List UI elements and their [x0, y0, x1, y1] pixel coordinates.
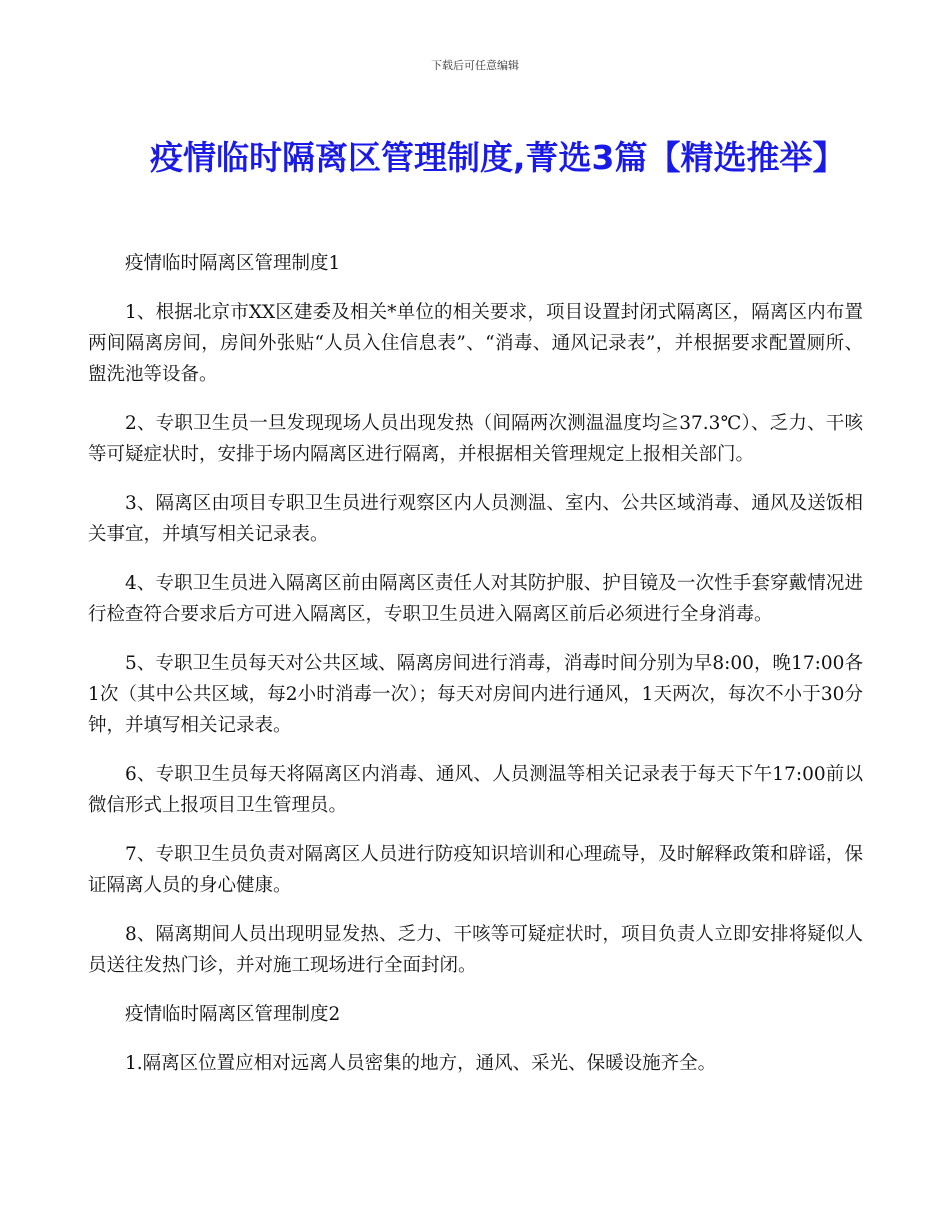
paragraph-item-4: 4、专职卫生员进入隔离区前由隔离区责任人对其防护服、护目镜及一次性手套穿戴情况进行检查符合要求后方可进入隔离区，专职卫生员进入隔离区前后必须进行全身消毒。: [88, 573, 863, 625]
paragraph-item-3: 3、隔离区由项目专职卫生员进行观察区内人员测温、室内、公共区域消毒、通风及送饭相关事宜，并填写相关记录表。: [88, 493, 863, 545]
header-note: 下载后可任意编辑: [431, 59, 519, 72]
paragraph-item-9: 1.隔离区位置应相对远离人员密集的地方，通风、采光、保暖设施齐全。: [125, 1053, 717, 1074]
paragraph-item-5: 5、专职卫生员每天对公共区域、隔离房间进行消毒，消毒时间分别为早8:00，晚17:00各1次（其中公共区域，每2小时消毒一次）；每天对房间内进行通风，1天两次，每次不小于30分钟，并填写相关记录表。: [88, 653, 863, 736]
section-heading-2: 疫情临时隔离区管理制度2: [125, 1004, 341, 1025]
document-title: 疫情临时隔离区管理制度,菁选3篇【精选推举】: [150, 138, 846, 177]
paragraph-item-7: 7、专职卫生员负责对隔离区人员进行防疫知识培训和心理疏导，及时解释政策和辟谣，保证隔离人员的身心健康。: [88, 844, 863, 896]
document-body: [88, 248, 863, 1097]
paragraph-item-8: 8、隔离期间人员出现明显发热、乏力、干咳等可疑症状时，项目负责人立即安排将疑似人员送往发热门诊，并对施工现场进行全面封闭。: [88, 924, 863, 976]
paragraph-item-6: 6、专职卫生员每天将隔离区内消毒、通风、人员测温等相关记录表于每天下午17:00前以微信形式上报项目卫生管理员。: [88, 764, 863, 816]
section-heading-1: 疫情临时隔离区管理制度1: [125, 253, 341, 274]
paragraph-item-2: 2、专职卫生员一旦发现现场人员出现发热（间隔两次测温温度均≧37.3℃）、乏力、干咳等可疑症状时，安排于场内隔离区进行隔离，并根据相关管理规定上报相关部门。: [88, 413, 863, 465]
paragraph-item-1: 1、根据北京市XX区建委及相关*单位的相关要求，项目设置封闭式隔离区，隔离区内布置两间隔离房间，房间外张贴“人员入住信息表”、“消毒、通风记录表”，并根据要求配置厕所、盥洗池等设备。: [88, 302, 863, 385]
